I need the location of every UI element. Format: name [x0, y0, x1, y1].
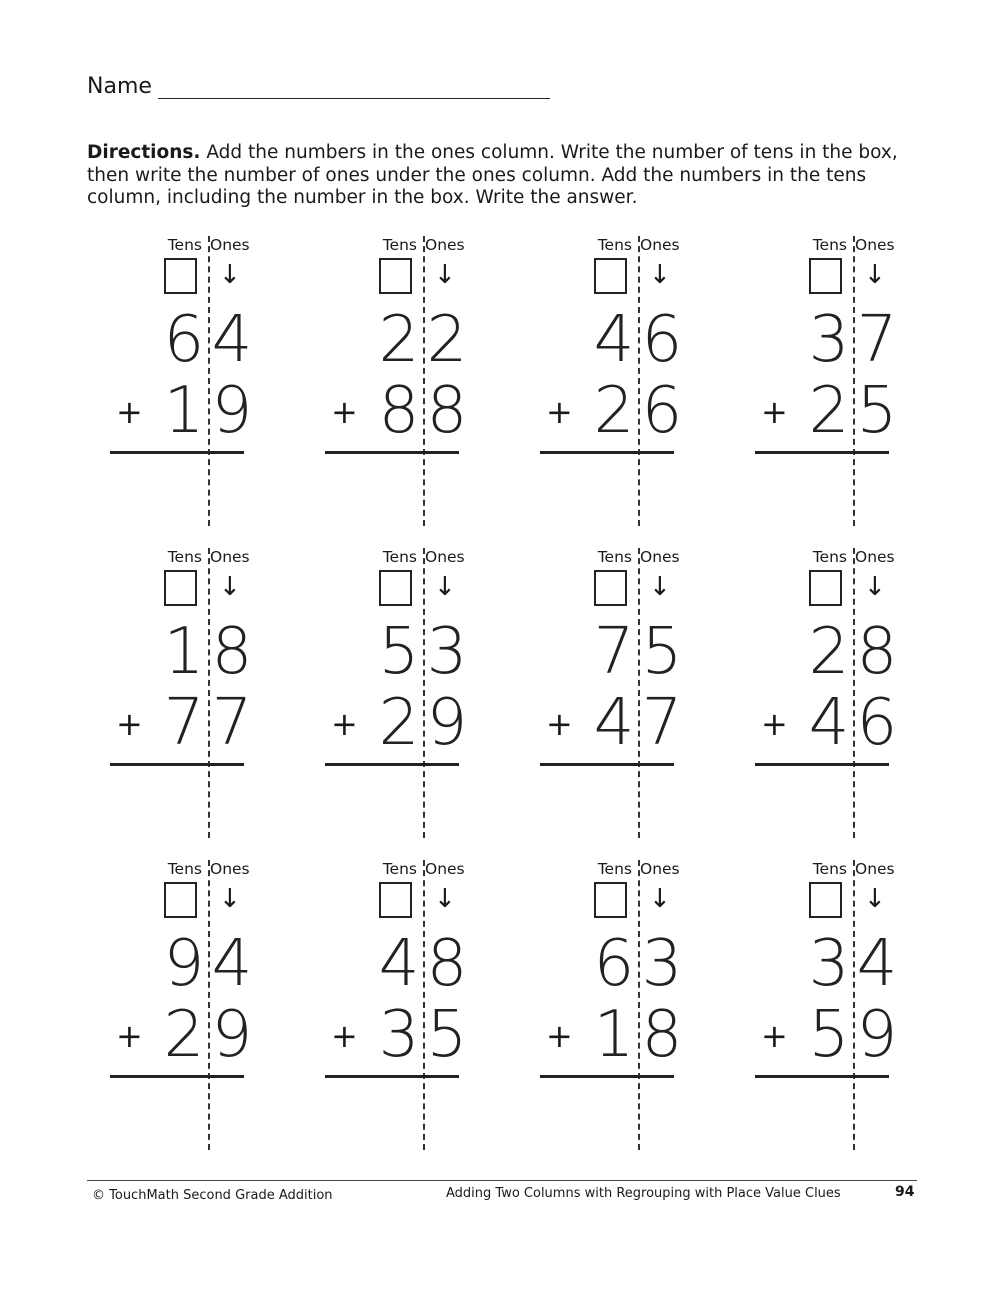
addition-problem [540, 548, 740, 838]
directions-text: Add the numbers in the ones column. Write the number of tens in the box, then write the number of ones under the ones column. Add the numbers in the tens column, including the number in the box. Write the answer. [87, 142, 898, 208]
bottom-ones-digit: 9 [426, 686, 468, 760]
bottom-ones-digit: 5 [856, 374, 898, 448]
bottom-tens-digit: 3 [378, 998, 420, 1072]
top-tens-digit: 3 [808, 927, 850, 1001]
top-tens-digit: 1 [163, 615, 205, 689]
top-tens-digit: 5 [378, 615, 420, 689]
ones-label: Ones [210, 236, 250, 254]
top-tens-digit: 6 [593, 927, 635, 1001]
name-label: Name [87, 74, 152, 99]
down-arrow-icon: ↓ [434, 572, 456, 602]
regroup-box[interactable] [379, 570, 412, 606]
footer-copyright: © TouchMath Second Grade Addition [92, 1188, 333, 1203]
ones-label: Ones [425, 548, 465, 566]
answer-line[interactable] [540, 763, 674, 766]
plus-sign: + [761, 705, 788, 743]
regroup-box[interactable] [594, 258, 627, 294]
directions [87, 142, 917, 210]
plus-sign: + [331, 1017, 358, 1055]
top-tens-digit: 6 [163, 303, 205, 377]
tens-label: Tens [597, 548, 632, 566]
addition-problem [755, 236, 955, 526]
top-tens-digit: 3 [808, 303, 850, 377]
tens-label: Tens [597, 236, 632, 254]
down-arrow-icon: ↓ [219, 884, 241, 914]
plus-sign: + [546, 1017, 573, 1055]
answer-line[interactable] [755, 1075, 889, 1078]
down-arrow-icon: ↓ [864, 884, 886, 914]
top-ones-digit: 3 [426, 615, 468, 689]
answer-line[interactable] [110, 1075, 244, 1078]
addition-problem [540, 860, 740, 1150]
plus-sign: + [331, 393, 358, 431]
top-tens-digit: 9 [163, 927, 205, 1001]
bottom-ones-digit: 8 [641, 998, 683, 1072]
regroup-box[interactable] [164, 882, 197, 918]
answer-line[interactable] [325, 451, 459, 454]
page-number: 94 [895, 1184, 915, 1200]
bottom-tens-digit: 5 [808, 998, 850, 1072]
ones-label: Ones [210, 548, 250, 566]
name-row [87, 74, 550, 99]
plus-sign: + [761, 393, 788, 431]
top-tens-digit: 4 [378, 927, 420, 1001]
directions-label: Directions. [87, 142, 201, 163]
tens-label: Tens [382, 860, 417, 878]
regroup-box[interactable] [809, 882, 842, 918]
top-ones-digit: 7 [856, 303, 898, 377]
addition-problem [325, 548, 525, 838]
ones-label: Ones [855, 548, 895, 566]
bottom-ones-digit: 9 [211, 998, 253, 1072]
down-arrow-icon: ↓ [219, 260, 241, 290]
bottom-ones-digit: 6 [856, 686, 898, 760]
ones-label: Ones [425, 860, 465, 878]
answer-line[interactable] [325, 1075, 459, 1078]
ones-label: Ones [640, 548, 680, 566]
bottom-ones-digit: 6 [641, 374, 683, 448]
tens-label: Tens [812, 548, 847, 566]
regroup-box[interactable] [594, 882, 627, 918]
bottom-ones-digit: 8 [426, 374, 468, 448]
plus-sign: + [116, 705, 143, 743]
bottom-tens-digit: 2 [593, 374, 635, 448]
ones-label: Ones [640, 236, 680, 254]
top-ones-digit: 4 [211, 927, 253, 1001]
bottom-tens-digit: 2 [163, 998, 205, 1072]
top-ones-digit: 6 [641, 303, 683, 377]
addition-problem [110, 860, 310, 1150]
name-field[interactable] [158, 78, 550, 99]
tens-label: Tens [812, 236, 847, 254]
top-ones-digit: 5 [641, 615, 683, 689]
tens-label: Tens [597, 860, 632, 878]
top-tens-digit: 4 [593, 303, 635, 377]
down-arrow-icon: ↓ [864, 572, 886, 602]
down-arrow-icon: ↓ [864, 260, 886, 290]
top-ones-digit: 3 [641, 927, 683, 1001]
footer-lesson-title: Adding Two Columns with Regrouping with Place Value Clues [446, 1186, 841, 1201]
bottom-ones-digit: 7 [641, 686, 683, 760]
addition-problem [325, 860, 525, 1150]
addition-problem [755, 548, 955, 838]
down-arrow-icon: ↓ [649, 884, 671, 914]
regroup-box[interactable] [379, 258, 412, 294]
ones-label: Ones [855, 236, 895, 254]
top-tens-digit: 7 [593, 615, 635, 689]
bottom-tens-digit: 1 [593, 998, 635, 1072]
regroup-box[interactable] [809, 570, 842, 606]
down-arrow-icon: ↓ [434, 260, 456, 290]
bottom-tens-digit: 4 [593, 686, 635, 760]
top-ones-digit: 8 [211, 615, 253, 689]
answer-line[interactable] [110, 763, 244, 766]
answer-line[interactable] [755, 763, 889, 766]
plus-sign: + [546, 393, 573, 431]
bottom-tens-digit: 8 [378, 374, 420, 448]
bottom-tens-digit: 4 [808, 686, 850, 760]
ones-label: Ones [210, 860, 250, 878]
regroup-box[interactable] [379, 882, 412, 918]
tens-label: Tens [167, 860, 202, 878]
regroup-box[interactable] [809, 258, 842, 294]
addition-problem [540, 236, 740, 526]
plus-sign: + [546, 705, 573, 743]
tens-label: Tens [812, 860, 847, 878]
regroup-box[interactable] [594, 570, 627, 606]
answer-line[interactable] [540, 451, 674, 454]
plus-sign: + [761, 1017, 788, 1055]
down-arrow-icon: ↓ [649, 572, 671, 602]
top-ones-digit: 4 [856, 927, 898, 1001]
bottom-tens-digit: 7 [163, 686, 205, 760]
bottom-tens-digit: 2 [808, 374, 850, 448]
bottom-tens-digit: 2 [378, 686, 420, 760]
top-ones-digit: 8 [426, 927, 468, 1001]
bottom-tens-digit: 1 [163, 374, 205, 448]
tens-label: Tens [382, 236, 417, 254]
tens-label: Tens [167, 548, 202, 566]
answer-line[interactable] [325, 763, 459, 766]
answer-line[interactable] [755, 451, 889, 454]
tens-label: Tens [167, 236, 202, 254]
tens-label: Tens [382, 548, 417, 566]
addition-problem [325, 236, 525, 526]
bottom-ones-digit: 5 [426, 998, 468, 1072]
ones-label: Ones [425, 236, 465, 254]
top-ones-digit: 4 [211, 303, 253, 377]
addition-problem [755, 860, 955, 1150]
top-tens-digit: 2 [808, 615, 850, 689]
plus-sign: + [116, 393, 143, 431]
plus-sign: + [331, 705, 358, 743]
top-tens-digit: 2 [378, 303, 420, 377]
answer-line[interactable] [540, 1075, 674, 1078]
addition-problem [110, 236, 310, 526]
bottom-ones-digit: 7 [211, 686, 253, 760]
bottom-ones-digit: 9 [211, 374, 253, 448]
addition-problem [110, 548, 310, 838]
down-arrow-icon: ↓ [434, 884, 456, 914]
ones-label: Ones [855, 860, 895, 878]
top-ones-digit: 2 [426, 303, 468, 377]
down-arrow-icon: ↓ [219, 572, 241, 602]
footer-divider [87, 1180, 917, 1181]
plus-sign: + [116, 1017, 143, 1055]
answer-line[interactable] [110, 451, 244, 454]
regroup-box[interactable] [164, 570, 197, 606]
regroup-box[interactable] [164, 258, 197, 294]
top-ones-digit: 8 [856, 615, 898, 689]
down-arrow-icon: ↓ [649, 260, 671, 290]
ones-label: Ones [640, 860, 680, 878]
bottom-ones-digit: 9 [856, 998, 898, 1072]
